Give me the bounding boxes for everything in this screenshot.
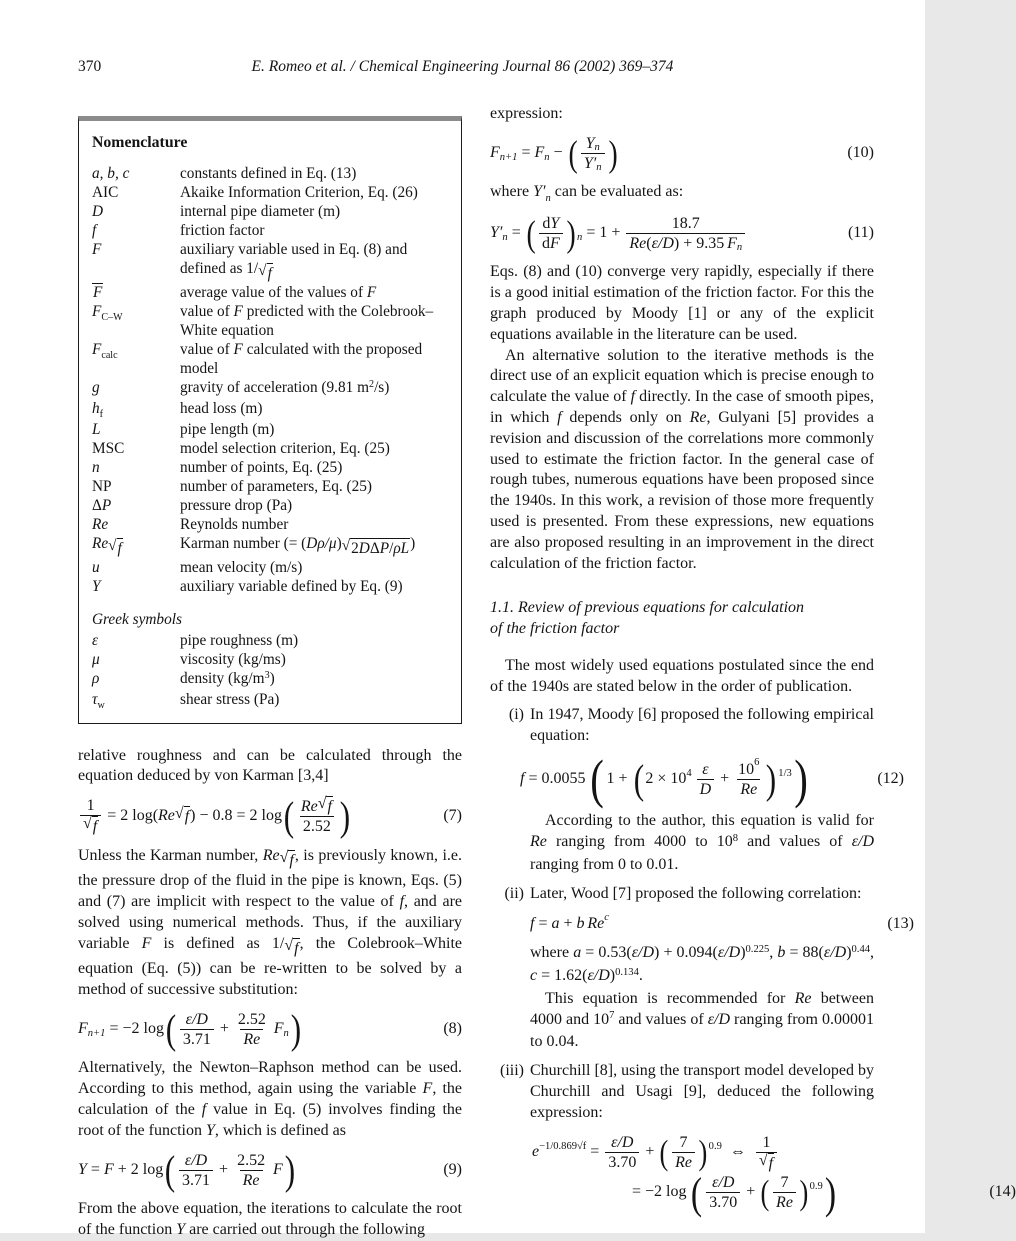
paren-group: ( d Y d F ) [526,213,576,255]
paren-group: ( Y n Y′ n ) [568,132,618,174]
nomenclature-term: ρ [92,669,100,687]
nomenclature-row [92,183,448,202]
sqrt-radical: √ f [175,806,190,828]
paren-group: ( Re √ f 2.52 ) [283,792,351,839]
fraction: $\frac{2.52}{Re}$ [237,1151,266,1189]
paren-group: ( $\frac{\varepsilon/D}{3.71}$ + $\frac{2.52}{Re}$ F n ) [165,1006,301,1053]
fraction: $\frac{7}{Re}$ [672,1133,695,1172]
nomenclature-definition: density $(kg/m^3)$ [180,669,275,687]
list-item-text: In 1947, Moody [6] proposed the following empirical equation: [530,706,874,745]
nomenclature-row [92,631,448,650]
nomenclature-term: $F_{C-W}$ [92,302,123,324]
nomenclature-term: L [92,420,101,438]
page-number: 370 [78,58,102,75]
nomenclature-row [92,577,448,596]
equation-row: f = 0.0055 ( 1 + ( 2 × 10 4 $\frac{\varepsilon}{D}$ + 10 6 Re ) 1/3 ) (12) [520,749,904,810]
list-item-label: (iii) [500,1062,524,1080]
nomenclature-definition: friction factor [180,222,265,239]
fraction: Re √ f 2.52 [300,795,332,836]
equation-8 [78,1006,462,1053]
nomenclature-group-heading: Greek symbols [92,610,182,628]
nomenclature-term: $h_f$ [92,399,104,421]
nomenclature-row [92,164,448,183]
sqrt-radical: √ f [280,850,295,872]
nomenclature-row [92,650,448,669]
paren-group: ( 2 × 10 4 $\frac{\varepsilon}{D}$ + 10 6 Re ) [633,755,777,802]
equation-row: F n+1 = −2 log ( $\frac{\varepsilon/D}{3.71}$ + $\frac{2.52}{Re}$ F n ) (8) [78,1006,462,1053]
nomenclature-row [92,221,448,240]
right-column [490,104,1016,1241]
nomenclature-row [92,378,448,399]
nomenclature-definition: Reynolds number [180,515,289,533]
nomenclature-row [92,283,448,302]
list-item-label: (i) [508,706,524,724]
fraction: 10 6 Re [738,757,760,798]
nomenclature-definition: mean velocity (m/s) [180,558,303,576]
sqrt-radical: √ f [108,536,122,557]
sqrt-radical: √ f [258,261,272,282]
nomenclature-definition: auxiliary variable defined by Eq. (9) [180,577,403,595]
nomenclature-title: Nomenclature [92,134,188,151]
nomenclature-term: u [92,558,100,576]
fraction: Y n Y′ n [581,134,605,173]
fraction: $\frac{7}{Re}$ [773,1173,796,1212]
para-unless-karman: Unless the Karman number, Re √ f , is previously known, i.e. the pressure drop of the fluid in the pipe is known, Eqs. (5) and (7) are implicit with respect to the value of f, and are solved using numerical methods. Thus, if the auxiliary variable F is defined as 1/ √ f , the Colebrook–White equation (Eq. (5)) can be re-written to be solved by a method of successive substitution: [78,846,463,999]
nomenclature-row [92,477,448,496]
paren-group: ( 1 + ( 2 × 10 4 $\frac{\varepsilon}{D}$ + 10 6 Re ) 1/3 ) [590,749,808,810]
equation-number: (11) [847,224,874,242]
fraction: $\frac{\varepsilon/D}{3.71}$ [180,1010,214,1049]
sqrt-radical: √ 2DΔP/ρL [341,536,410,557]
equation-number: (7) [443,807,462,825]
para-recommended: This equation is recommended for Re between 4000 and $10^7$ and values of ε/D ranging from 0.00001 to 0.04. [530,989,874,1051]
nomenclature-definition: model selection criterion, Eq. (25) [180,439,390,457]
equation-9 [78,1146,462,1193]
equation-number: (9) [443,1160,462,1178]
left-column [78,104,462,1241]
para-newton-raphson: Alternatively, the Newton–Raphson method can be used. According to this method, again using the variable F, the calculation of the f value in Eq. (5) involves finding the root of the function Y, which is defined as [78,1059,463,1139]
nomenclature-term: f [92,222,97,239]
equation-row: Y′ n = ( d Y d F ) n = 1 + 18.7 Re ( ε/D ) + 9.35 F n (11) [490,213,874,255]
equation-row: Y = F + 2 log ( $\frac{\varepsilon/D}{3.71}$ + $\frac{2.52}{Re}$ F ) (9) [78,1146,462,1193]
equation-row: 1 √ f = 2 log( Re √ f ) − 0.8 = 2 log ( Re √ f 2.52 ) (7) [78,796,462,836]
nomenclature-definition: average value of the values of F [180,283,377,301]
nomenclature-row [92,439,448,458]
list-item-text: Later, Wood [7] proposed the following correlation: [530,884,862,902]
fraction: 1 √ f [756,1133,777,1173]
para-where-yn: where $Y'_n$ can be evaluated as: [490,183,684,204]
paren-group: ( $\frac{\varepsilon/D}{3.70}$ + ( $\frac{7}{Re}$ ) 0.9 ) [691,1167,836,1218]
nomenclature-definition: pipe roughness (m) [180,631,299,649]
nomenclature-term: a, b, c [92,165,130,182]
list-item-ii [490,884,874,905]
section-heading-1-1: 1.1. Review of previous equations for calculation of the friction factor [490,599,805,638]
nomenclature-term: $\tau_w$ [92,690,105,712]
nomenclature-definition: constants defined in Eq. (13) [180,165,357,182]
list-item-iii [490,1061,874,1123]
nomenclature-row [92,399,448,420]
fraction: 1 √ f [80,796,101,836]
para-from-above: From the above equation, the iterations to calculate the root of the function Y are carried out through the following [78,1199,462,1238]
equation-11 [490,214,874,253]
paren-group: ( $\frac{7}{Re}$ ) [659,1132,708,1172]
equation-number: (10) [847,144,874,162]
nomenclature-definition: pipe length (m) [180,420,275,438]
nomenclature-definition: Akaike Information Criterion, Eq. (26) [180,184,418,201]
nomenclature-definition: Karman number (= (Dρ/μ) √ 2DΔP/ρL ) [180,534,416,557]
nomenclature-row [92,202,448,221]
nomenclature-term: F [92,241,102,258]
nomenclature-row [92,496,448,515]
sqrt-radical: √ f [317,795,332,816]
sqrt-radical: √ f [758,1151,774,1172]
fraction: $\frac{\varepsilon}{D}$ [697,760,715,799]
nomenclature-term: ε [92,631,99,649]
nomenclature-row [92,420,448,439]
nomenclature-term: Y [92,577,101,595]
sqrt-radical: √ f [83,815,98,836]
para-most-widely: The most widely used equations postulated since the end of the 1940s are stated below in the order of publication. [490,656,874,695]
nomenclature-row [92,534,448,558]
nomenclature-definition: gravity of acceleration (9.81 $m^2/s$) [180,378,390,396]
nomenclature-definition: viscosity (kg/ms) [180,650,286,668]
fraction: d Y d F [539,214,563,253]
nomenclature-term: μ [92,650,100,668]
para-converge: Eqs. (8) and (10) converge very rapidly, especially if there is a good initial estimation of the friction factor. For this the graph produced by Moody [1] or any of the explicit equations available in the literature can be used. [490,263,874,343]
fraction: $\frac{\varepsilon/D}{3.70}$ [605,1133,639,1172]
equation-number: (12) [877,769,904,787]
nomenclature-box [78,116,462,724]
para-expression: expression: [490,105,563,122]
fraction: 18.7 Re ( ε/D ) + 9.35 F n [626,214,745,253]
nomenclature-term: ΔP [92,496,112,514]
list-item-text: Churchill [8], using the transport model developed by Churchill and Usagi [9], deduced the following expression: [530,1062,874,1121]
equation-row: f = a + b Re c (13) [530,914,914,935]
nomenclature-row [92,240,448,283]
equation-14 [490,1132,1016,1218]
equation-number: (13) [887,914,914,932]
nomenclature-definition: internal pipe diameter (m) [180,203,341,220]
running-head: E. Romeo et al. / Chemical Engineering Journal 86 (2002) 369–374 [251,58,674,75]
equation-10 [490,134,874,173]
equation-13 [490,914,914,935]
nomenclature-row [92,458,448,477]
nomenclature-term: AIC [92,184,119,201]
nomenclature-definition: head loss (m) [180,399,263,417]
equation-7 [78,792,462,839]
list-item-i [490,705,874,747]
fraction: $\frac{\varepsilon/D}{3.70}$ [706,1173,740,1212]
nomenclature-row [92,515,448,534]
equation-number: (8) [443,1020,462,1038]
nomenclature-definition: auxiliary variable used in Eq. (8) and defined as 1/ √ f [180,241,408,282]
nomenclature-definition: value of F predicted with the Colebrook–White equation [180,302,434,339]
equation-row: = −2 log ( $\frac{\varepsilon/D}{3.70}$ + ( $\frac{7}{Re}$ ) 0.9 ) (14) [632,1167,1016,1218]
nomenclature-term: n [92,458,100,476]
para-where-abc: where $a = 0.53(\varepsilon/D) + 0.094(\varepsilon/D)^{0.225}$, $b = 88(\varepsilon/D)^{0.44}$, $c = 1.62(\varepsilon/D)^{0.134}$. [530,944,874,985]
nomenclature-row [92,558,448,577]
nomenclature-term: $F_{calc}$ [92,340,118,362]
nomenclature-row [92,669,448,690]
fraction: $\frac{2.52}{Re}$ [237,1011,266,1049]
para-according-author: According to the author, this equation is valid for Re ranging from 4000 to $10^8$ and values of ε/D ranging from 0 to 0.01. [530,812,875,873]
nomenclature-definition: number of parameters, Eq. (25) [180,477,372,495]
nomenclature-definition: pressure drop (Pa) [180,496,293,514]
equation-row: e −1/0.869√f = $\frac{\varepsilon/D}{3.70}$ + ( $\frac{7}{Re}$ ) 0.9 ⇔ 1 √ f [532,1133,916,1173]
nomenclature-definition: shear stress (Pa) [180,690,280,708]
nomenclature-term: Re [92,515,109,533]
paren-group: ( $\frac{\varepsilon/D}{3.71}$ + $\frac{2.52}{Re}$ F ) [164,1146,295,1193]
nomenclature-row [92,690,448,711]
nomenclature-term: D [92,203,104,220]
nomenclature-term: g [92,378,100,396]
list-item-label: (ii) [504,884,524,902]
nomenclature-term: NP [92,477,112,495]
para-alternative: An alternative solution to the iterative methods is the direct use of an explicit equation which is precise enough to calculate the value of f directly. In the case of smooth pipes, in which f depends only on Re, Gulyani [5] provides a revision and discussion of the correlations more commonly used to estimate the friction factor. In the general case of rough tubes, numerous equations have been proposed since the 1940s. In this work, a revision of those more frequently used is presented. From these expressions, new equations are also proposed resulting in an improvement in the direct calculation of the friction factor. [490,346,875,572]
equation-12 [490,749,904,810]
nomenclature-definition: number of points, Eq. (25) [180,458,343,476]
nomenclature-row [92,340,448,378]
sqrt-radical: √ f [284,938,299,960]
para-von-karman: relative roughness and can be calculated through the equation deduced by von Karman [3,4] [78,746,462,785]
nomenclature-term: MSC [92,439,125,457]
nomenclature-row [92,302,448,340]
paren-group: ( $\frac{7}{Re}$ ) [760,1172,809,1212]
nomenclature-term: F [93,283,103,301]
nomenclature-definition: value of F calculated with the proposed model [180,340,423,377]
equation-number: (14) [989,1183,1016,1201]
fraction: $\frac{\varepsilon/D}{3.71}$ [179,1151,213,1190]
equation-row: F n+1 = F n − ( Y n Y′ n ) (10) [490,132,874,174]
nomenclature-term: Re √ f [92,534,122,557]
